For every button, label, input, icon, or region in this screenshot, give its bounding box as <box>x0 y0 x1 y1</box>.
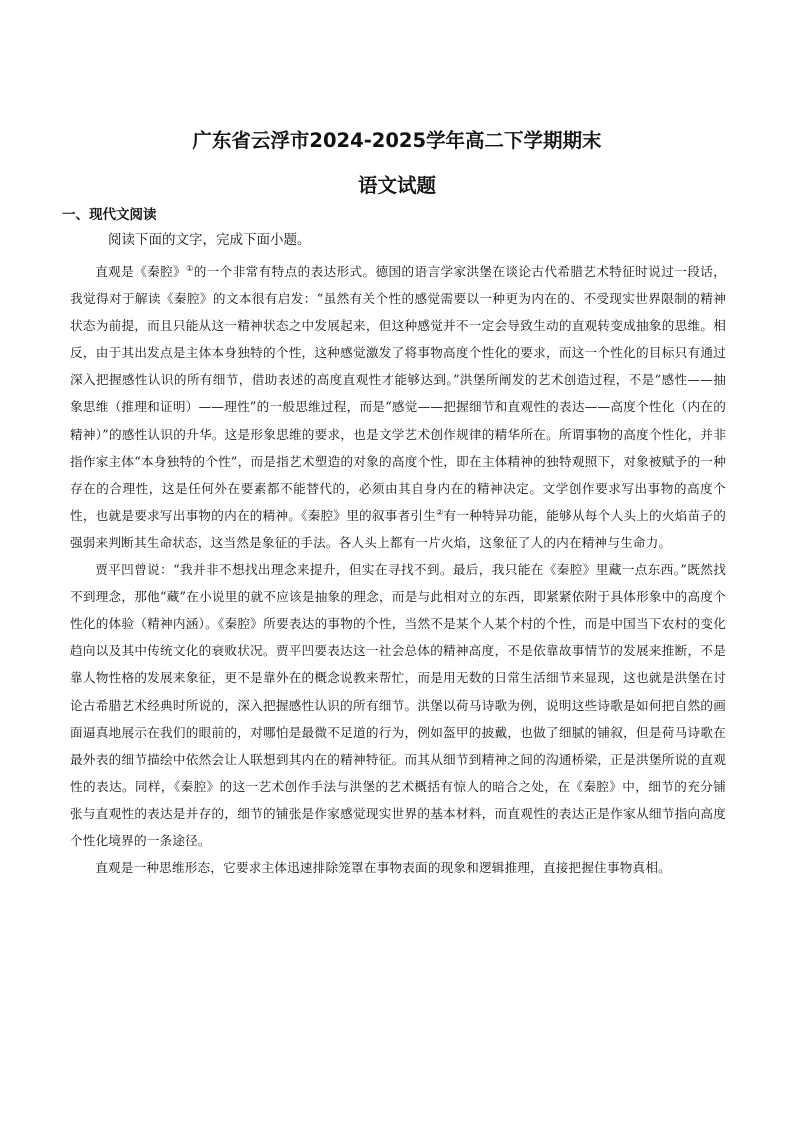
paragraph-1-part-c: 有一种特异功能，能够从每个人头上的火焰苗子的强弱来判断其生命状态，这当然是象征的手法。各人头上都有一片火焰，这象征了人的内在精神与生命力。 <box>70 507 726 550</box>
passage-body <box>70 258 726 881</box>
instruction-text: 阅读下面的文字，完成下面小题。 <box>108 232 311 248</box>
paragraph-1 <box>70 258 726 556</box>
footnote-marker-2: ② <box>436 507 444 517</box>
paragraph-2: 贾平凹曾说：“我并非不想找出理念来提升，但实在寻找不到。最后，我只能在《秦腔》里藏一点东西。”既然找不到理念，那他“藏”在小说里的就不应该是抽象的理念，而是与此相对立的东西，即紧紧依附于具体形象中的高度个性化的体验（精神内涵）。《秦腔》所要表达的事物的个性，当然不是某个人某个村的个性，而是中国当下农村的变化趋向以及其中传统文化的衰败状况。贾平凹要表达这一社会总体的精神高度，不是依靠故事情节的发展来推断，不是靠人物性格的发展来象征，更不是靠外在的概念说教来帮忙，而是用无数的日常生活细节来显现，这也就是洪堡在讨论古希腊艺术经典时所说的，深入把握感性认识的所有细节。洪堡以荷马诗歌为例，说明这些诗歌是如何把自然的画面逼真地展示在我们的眼前的，对哪怕是最微不足道的行为，例如盔甲的披戴，也做了细腻的铺叙，但是荷马诗歌在最外表的细节描绘中依然会让人联想到其内在的精神特征。而其从细节到精神之间的沟通桥梁，正是洪堡所说的直观性的表达。同样，《秦腔》的这一艺术创作手法与洪堡的艺术概括有惊人的暗合之处，在《秦腔》中，细节的充分铺张与直观性的表达是并存的，细节的铺张是作家感觉现实世界的基本材料，而直观性的表达正是作家从细节指向高度个性化境界的一条途径。 <box>70 562 726 848</box>
paragraph-1-part-b: 的一个非常有特点的表达形式。德国的语言学家洪堡在谈论古代希腊艺术特征时说过一段话，我觉得对于解读《秦腔》的文本很有启发：“虽然有关个性的感觉需要以一种更为内在的、不受现实世界限制的精神状态为前提，而且只能从这一精神状态之中发展起来，但这种感觉并不一定会导致生动的直观转变成抽象的思维。相反，由于其出发点是主体本身独特的个性，这种感觉激发了将事物高度个性化的要求，而这一个性化的目标只有通过深入把握感性认识的所有细节，借助表述的高度直观性才能够达到。”洪堡所阐发的艺术创造过程，不是“感性——抽象思维（推理和证明）——理性”的一般思维过程，而是“感觉——把握细节和直观性的表达——高度个性化（内在的精神）”的感性认识的升华。这是形象思维的要求，也是文学艺术创作规律的精华所在。所谓事物的高度个性化，并非指作家主体“本身独特的个性”，而是指艺术塑造的对象的高度个性，即在主体精神的独特观照下，对象被赋予的一种存在的合理性，这是任何外在要素都不能替代的，必须由其自身内在的精神决定。文学创作要求写出事物的高度个性，也就是要求写出事物的内在的精神。《秦腔》里的叙事者引生 <box>70 264 727 523</box>
paragraph-3: 直观是一种思维形态，它要求主体迅速排除笼罩在事物表面的现象和逻辑推理，直接把握住事物真相。 <box>95 860 671 876</box>
doc-subtitle: 语文试题 <box>357 174 436 197</box>
footnote-marker-1: ① <box>186 263 194 273</box>
paragraph-1-part-a: 直观是《秦腔》 <box>95 264 187 279</box>
section-heading: 一、现代文阅读 <box>62 207 157 223</box>
doc-title: 广东省云浮市2024-2025学年高二下学期期末 <box>192 129 602 152</box>
